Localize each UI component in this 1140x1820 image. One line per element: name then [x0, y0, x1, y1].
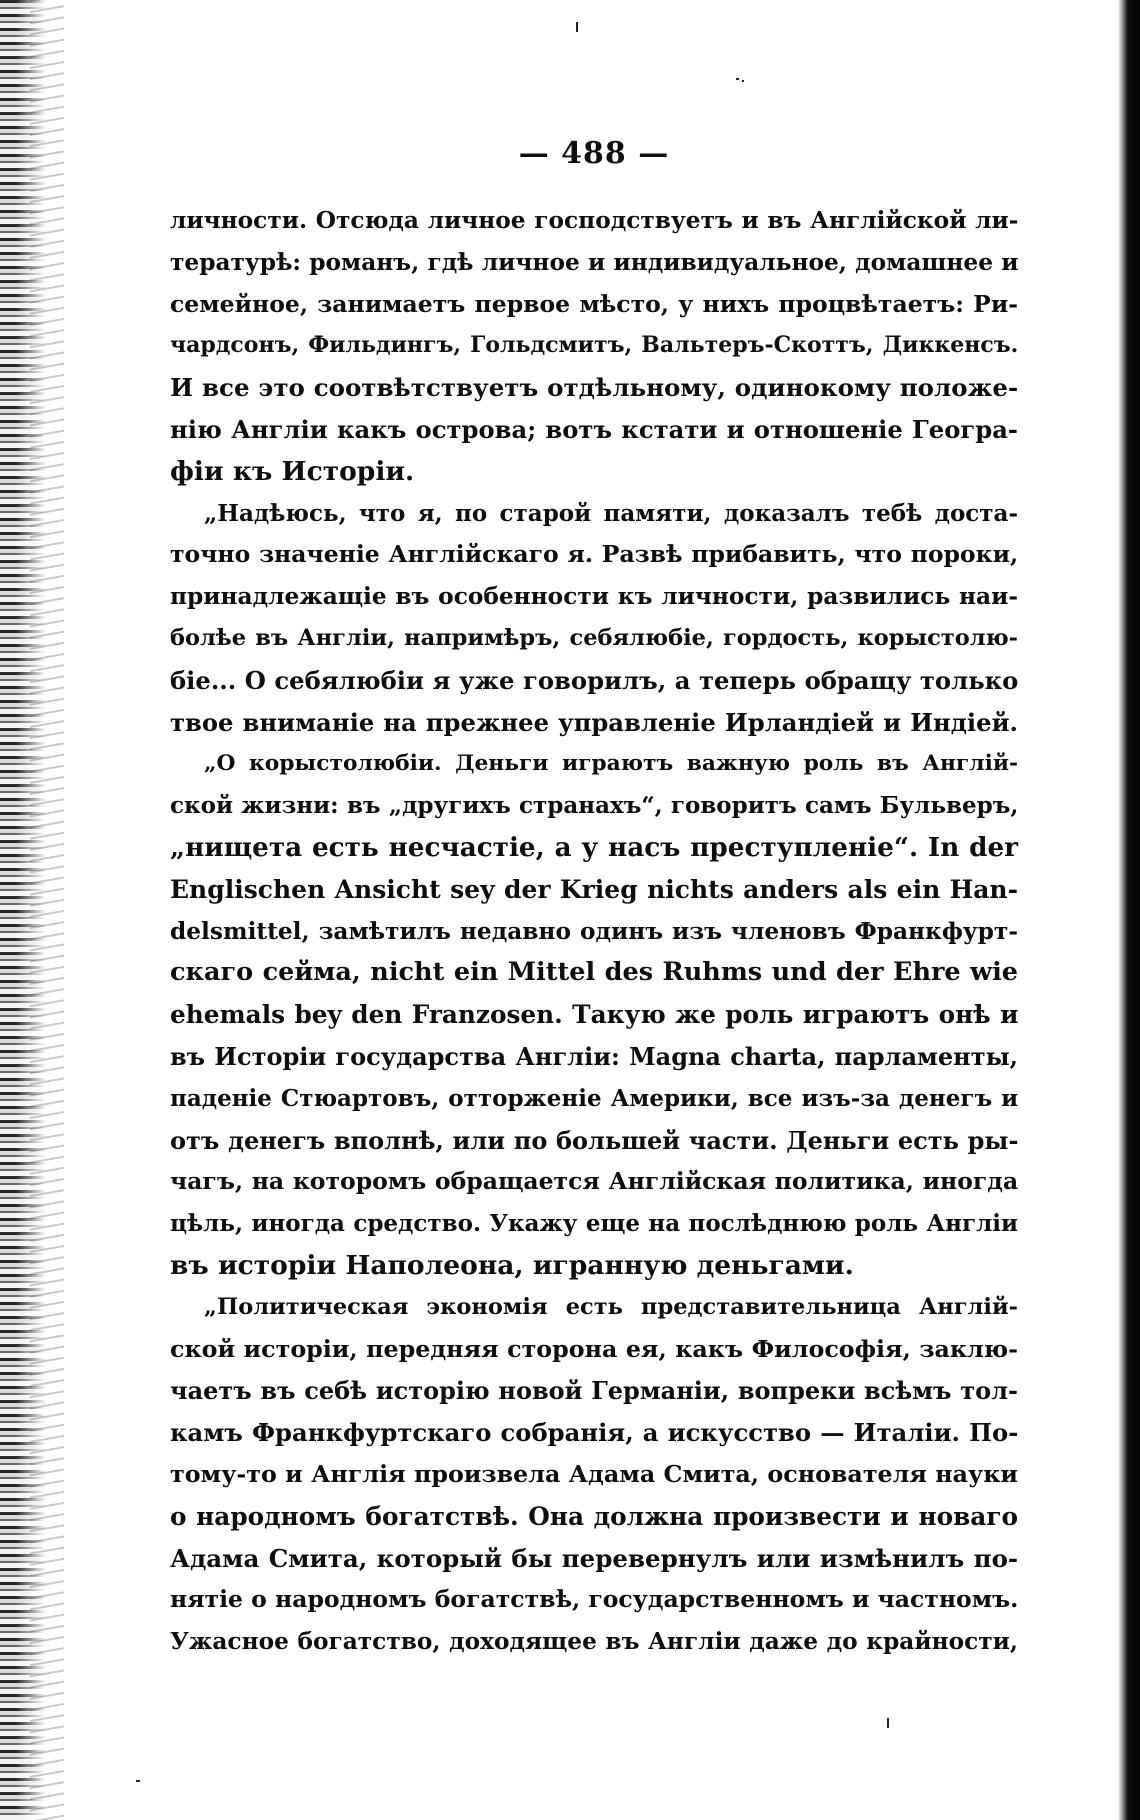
body-text: [170, 200, 1018, 1663]
text-line: чардсонъ, Фильдингъ, Гольдсмитъ, Вальтеръ-Скоттъ, Диккенсъ.: [170, 332, 1019, 359]
text-line: паденіе Стюартовъ, отторженіе Америки, все изъ-за денегъ и: [170, 1084, 1019, 1112]
paragraph: [170, 200, 1018, 493]
paragraph: [170, 743, 1018, 1286]
text-line: въ исторіи Наполеона, игранную деньгами.: [170, 1249, 854, 1281]
text-line: скаго сейма, nicht ein Mittel des Ruhms und der Ehre wie: [170, 957, 1018, 988]
text-line: Englischen Ansicht sey der Krieg nichts anders als ein Han-: [170, 874, 1018, 904]
text-line: „Политическая экономія есть представительница Англій-: [204, 1293, 1018, 1320]
text-line: семейное, занимаетъ первое мѣсто, у нихъ процвѣтаетъ: Ри-: [170, 289, 1018, 318]
text-line: камъ Франкфуртскаго собранія, а искусство — Италіи. По-: [170, 1418, 1019, 1448]
text-line: отъ денегъ вполнѣ, или по большей части. Деньги есть ры-: [170, 1125, 1019, 1155]
scan-speck: [742, 80, 744, 82]
text-line: твое вниманіе на прежнее управленіе Ирландіей и Индіей.: [170, 707, 1018, 737]
text-line: ской жизни: въ „другихъ странахъ“, говоритъ самъ Бульверъ,: [170, 792, 1019, 820]
text-line: тературѣ: романъ, гдѣ личное и индивидуальное, домашнее и: [170, 248, 1019, 276]
scan-speck: [887, 1718, 889, 1728]
text-line: фіи къ Исторіи.: [170, 455, 415, 487]
text-line: „О корыстолюбіи. Деньги играютъ важную роль въ Англій-: [204, 751, 1018, 777]
text-line: чагъ, на которомъ обращается Англійская политика, иногда: [170, 1167, 1019, 1196]
text-line: въ Исторіи государства Англіи: Magna charta, парламенты,: [170, 1041, 1018, 1071]
text-line: принадлежащіе въ особенности къ личности, развились наи-: [170, 583, 1018, 611]
text-line: личности. Отсюда личное господствуетъ и въ Англійской ли-: [170, 207, 1019, 234]
scan-speck: [136, 1780, 140, 1782]
text-line: Ужасное богатство, доходящее въ Англіи даже до крайности,: [170, 1628, 1018, 1656]
text-line: Адама Смита, который бы перевернулъ или измѣнилъ по-: [170, 1543, 1019, 1573]
text-line: о народномъ богатствѣ. Она должна произвести и новаго: [170, 1501, 1018, 1531]
text-line: „нищета есть несчастіе, а у насъ преступленіе“. In der: [170, 831, 1018, 863]
text-line: И все это соотвѣтствуетъ отдѣльному, одинокому положе-: [170, 373, 1019, 403]
text-line: біе... О себялюбіи я уже говорилъ, а теперь обращу только: [170, 665, 1019, 695]
text-line: нятіе о народномъ богатствѣ, государственномъ и частномъ.: [170, 1585, 1019, 1614]
text-line: нію Англіи какъ острова; вотъ кстати и отношеніе Геогра-: [170, 414, 1018, 444]
text-line: ской исторіи, передняя сторона ея, какъ Философія, заклю-: [170, 1334, 1018, 1363]
text-line: чаетъ въ себѣ исторію новой Германіи, вопреки всѣмъ тол-: [170, 1376, 1018, 1406]
binding-edge-speckle: [30, 0, 64, 1820]
paragraph: [170, 1287, 1018, 1663]
text-line: тому-то и Англія произвела Адама Смита, основателя науки: [170, 1459, 1018, 1488]
text-line: болѣе въ Англіи, напримѣръ, себялюбіе, гордость, корыстолю-: [170, 624, 1018, 651]
text-line: „Надѣюсь, что я, по старой памяти, доказалъ тебѣ доста-: [204, 499, 1018, 527]
paragraph: [170, 493, 1018, 744]
scan-speck: [736, 78, 739, 80]
right-edge-shadow: [1118, 0, 1140, 1820]
text-line: точно значеніе Англійскаго я. Развѣ прибавить, что пороки,: [170, 540, 1019, 569]
page-number: — 488 —: [518, 136, 670, 171]
scan-speck: [576, 22, 578, 32]
text-line: delsmittel, замѣтилъ недавно одинъ изъ членовъ Франкфурт-: [170, 917, 1018, 945]
text-line: цѣль, иногда средство. Укажу еще на послѣднюю роль Англіи: [170, 1210, 1019, 1238]
text-line: ehemals bey den Franzosen. Такую же роль играютъ онѣ и: [170, 1000, 1019, 1030]
